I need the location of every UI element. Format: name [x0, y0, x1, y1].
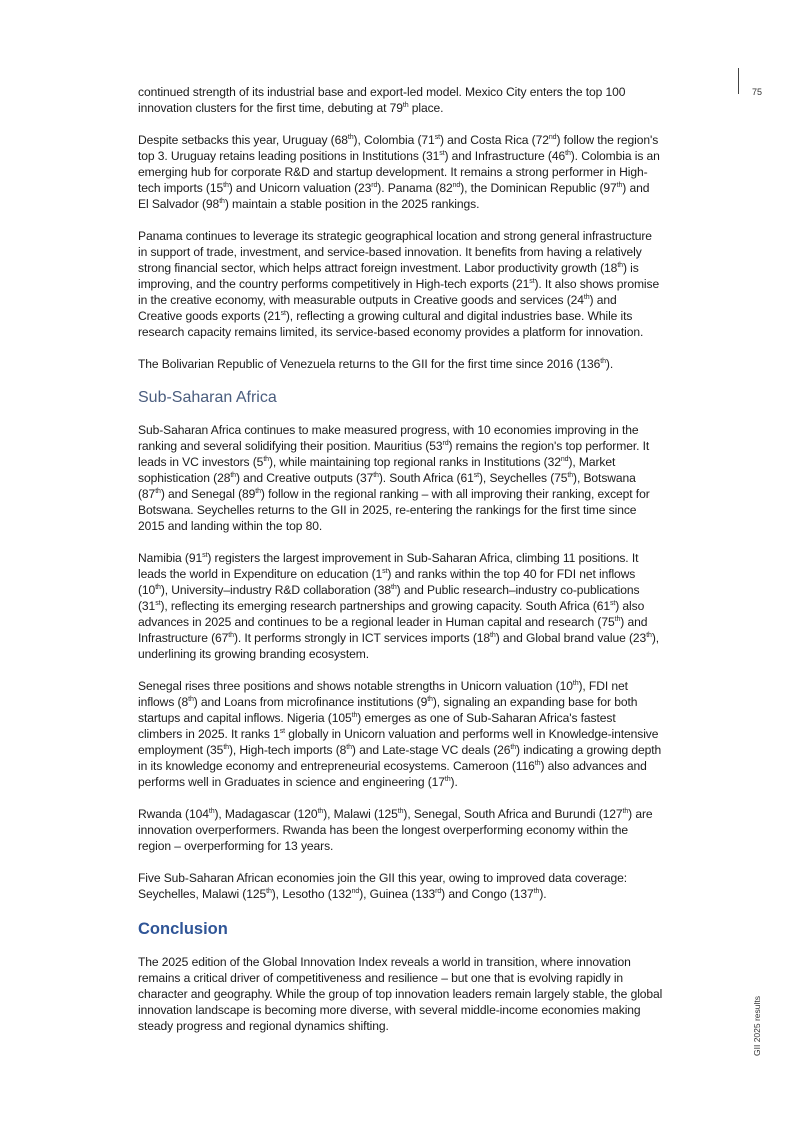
ordinal-suffix: th	[155, 488, 161, 495]
ordinal-suffix: th	[427, 696, 433, 703]
ordinal-suffix: th	[565, 150, 571, 157]
ordinal-suffix: th	[402, 102, 409, 109]
article-body	[138, 84, 663, 1050]
section-heading-conclusion: Conclusion	[138, 920, 228, 938]
ordinal-suffix: th	[583, 294, 590, 301]
ordinal-suffix: nd	[560, 456, 569, 463]
paragraph: The 2025 edition of the Global Innovation Index reveals a world in transition, where innovation remains a critical driver of competitiveness and resilience – but one that is evolving rapidly in character and geography. While the group of top innovation leaders remain largely stable, the global innovation landscape is becoming more diverse, with several middle-income economies making steady progress and regional dynamics shifting.	[138, 955, 663, 1033]
ordinal-suffix: th	[347, 134, 354, 141]
ordinal-suffix: th	[391, 584, 397, 591]
ordinal-suffix: rd	[435, 888, 442, 895]
ordinal-suffix: th	[600, 358, 606, 365]
ordinal-suffix: th	[266, 888, 272, 895]
ordinal-suffix: th	[255, 488, 261, 495]
ordinal-suffix: th	[263, 456, 269, 463]
section-heading-sub-saharan-africa: Sub-Saharan Africa	[138, 389, 277, 406]
ordinal-suffix: th	[397, 808, 404, 815]
ordinal-suffix: th	[572, 680, 579, 687]
ordinal-suffix: th	[223, 182, 229, 189]
ordinal-suffix: th	[533, 888, 540, 895]
ordinal-suffix: th	[219, 198, 225, 205]
ordinal-suffix: nd	[548, 134, 557, 141]
ordinal-suffix: th	[317, 808, 324, 815]
ordinal-suffix: st	[155, 600, 161, 607]
ordinal-suffix: nd	[452, 182, 461, 189]
ordinal-suffix: th	[346, 744, 352, 751]
ordinal-suffix: rd	[442, 440, 449, 447]
ordinal-suffix: rd	[371, 182, 378, 189]
ordinal-suffix: th	[567, 472, 574, 479]
paragraph: Despite setbacks this year, Uruguay (68th), Colombia (71st) and Costa Rica (72nd) follow the region's top 3. Uruguay retains leading positions in Institutions (31st) and Infrastructure (46th). Colombia is an emerging hub for corporate R&D and startup development. It remains a strong performer in High-tech imports (15th) and Unicorn valuation (23rd). Panama (82nd), the Dominican Republic (97th) and El Salvador (98th) maintain a stable position in the 2025 rankings.	[138, 133, 660, 211]
ordinal-suffix: th	[373, 472, 379, 479]
ordinal-suffix: th	[622, 808, 629, 815]
sub-saharan-africa-paragraphs	[138, 422, 663, 902]
ordinal-suffix: st	[473, 472, 479, 479]
ordinal-suffix: st	[434, 134, 440, 141]
intro-paragraphs	[138, 84, 663, 372]
ordinal-suffix: th	[351, 712, 358, 719]
ordinal-suffix: th	[490, 632, 496, 639]
ordinal-suffix: st	[202, 552, 208, 559]
conclusion-paragraphs	[138, 954, 663, 1034]
paragraph: Namibia (91st) registers the largest improvement in Sub-Saharan Africa, climbing 11 positions. It leads the world in Expenditure on education (1st) and ranks within the top 40 for FDI net inflows (10th), University–industry R&D collaboration (38th) and Public research–industry co-publications (31st), reflecting its emerging research partnerships and growing capacity. South Africa (61st) also advances in 2025 and continues to be a regional leader in Human capital and research (75th) and Infrastructure (67th). It performs strongly in ICT services imports (18th) and Global brand value (23th), underlining its growing branding ecosystem.	[138, 551, 660, 661]
ordinal-suffix: th	[155, 584, 161, 591]
header-rule	[738, 68, 739, 94]
ordinal-suffix: st	[279, 728, 285, 735]
paragraph: Rwanda (104th), Madagascar (120th), Malawi (125th), Senegal, South Africa and Burundi (127th) are innovation overperformers. Rwanda has been the longest overperforming economy within the region – overperforming for 13 years.	[138, 807, 653, 853]
ordinal-suffix: st	[439, 150, 445, 157]
ordinal-suffix: th	[208, 808, 215, 815]
ordinal-suffix: th	[510, 744, 517, 751]
ordinal-suffix: th	[188, 696, 194, 703]
ordinal-suffix: st	[382, 568, 388, 575]
page-number: 75	[752, 87, 763, 97]
paragraph: Sub-Saharan Africa continues to make measured progress, with 10 economies improving in the ranking and several solidifying their position. Mauritius (53rd) remains the region's top performer. It leads in VC investors (5th), while maintaining top regional ranks in Institutions (32nd), Market sophistication (28th) and Creative outputs (37th). South Africa (61st), Seychelles (75th), Botswana (87th) and Senegal (89th) follow in the regional ranking – with all improving their ranking, except for Botswana. Seychelles returns to the GII in 2025, re-entering the rankings for the first time since 2015 and landing within the top 80.	[138, 423, 650, 533]
ordinal-suffix: th	[614, 616, 621, 623]
ordinal-suffix: st	[280, 310, 286, 317]
paragraph: The Bolivarian Republic of Venezuela returns to the GII for the first time since 2016 (136th).	[138, 357, 614, 371]
paragraph: Senegal rises three positions and shows notable strengths in Unicorn valuation (10th), FDI net inflows (8th) and Loans from microfinance institutions (9th), signaling an expanding base for both startups and capital inflows. Nigeria (105th) emerges as one of Sub-Saharan Africa's fastest climbers in 2025. It ranks 1st globally in Unicorn valuation and performs well in Knowledge-intensive employment (35th), High-tech imports (8th) and Late-stage VC deals (26th) indicating a growing depth in its knowledge economy and entrepreneurial ecosystems. Cameroon (116th) also advances and performs well in Graduates in science and engineering (17th).	[138, 679, 662, 789]
paragraph: continued strength of its industrial base and export-led model. Mexico City enters the top 100 innovation clusters for the first time, debuting at 79th place.	[138, 85, 626, 115]
ordinal-suffix: th	[534, 760, 541, 767]
ordinal-suffix: th	[646, 632, 652, 639]
paragraph: Five Sub-Saharan African economies join the GII this year, owing to improved data coverage: Seychelles, Malawi (125th), Lesotho (132nd), Guinea (133rd) and Congo (137th).	[138, 871, 628, 901]
side-running-label: GII 2025 results	[752, 995, 762, 1056]
ordinal-suffix: th	[617, 262, 623, 269]
ordinal-suffix: th	[616, 182, 623, 189]
ordinal-suffix: th	[444, 776, 451, 783]
ordinal-suffix: th	[228, 632, 234, 639]
ordinal-suffix: th	[223, 744, 229, 751]
ordinal-suffix: st	[529, 278, 535, 285]
paragraph: Panama continues to leverage its strategic geographical location and strong general infrastructure in support of trade, investment, and service-based innovation. It benefits from having a relatively strong financial sector, which helps attract foreign investment. Labor productivity growth (18th) is improving, and the country performs competitively in High-tech exports (21st). It also shows promise in the creative economy, with measurable outputs in Creative goods and services (24th) and Creative goods exports (21st), reflecting a growing cultural and digital industries base. While its research capacity remains limited, its service-based economy provides a platform for innovation.	[138, 229, 660, 339]
ordinal-suffix: nd	[351, 888, 360, 895]
ordinal-suffix: st	[609, 600, 616, 607]
ordinal-suffix: th	[230, 472, 236, 479]
